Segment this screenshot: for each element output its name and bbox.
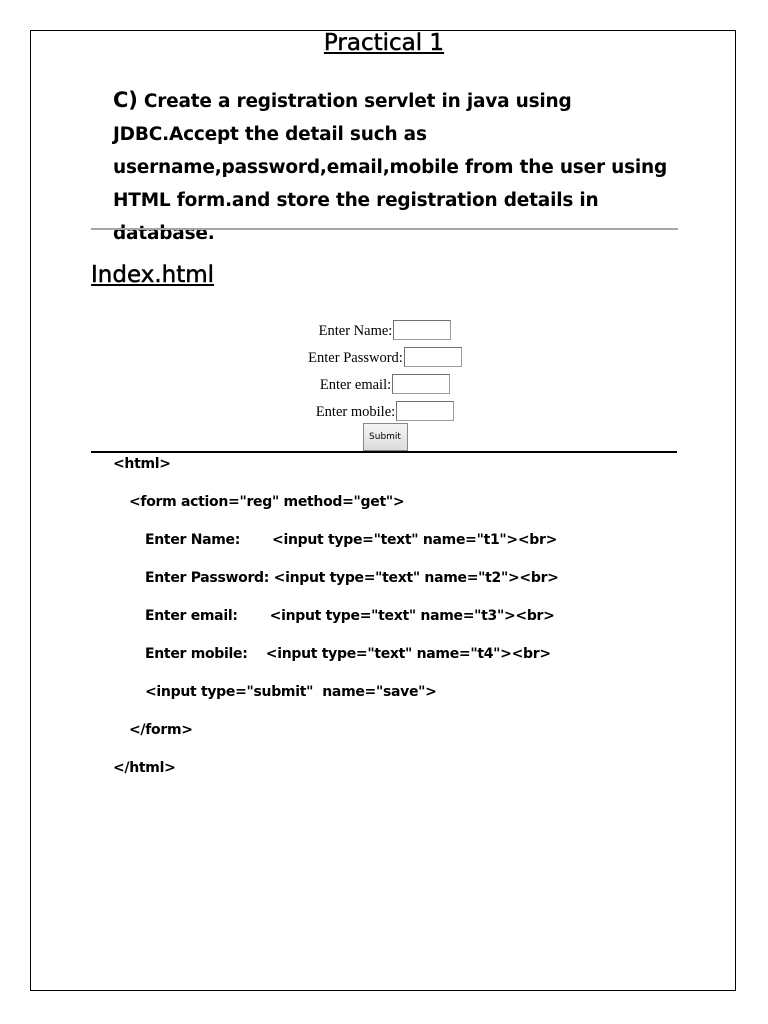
code-line: Enter email: <input type="text" name="t3"><br> xyxy=(145,608,555,624)
section-divider xyxy=(91,228,678,230)
mobile-input[interactable] xyxy=(396,401,454,421)
form-preview xyxy=(200,313,570,451)
password-label: Enter Password: xyxy=(308,350,403,366)
code-line: <input type="submit" name="save"> xyxy=(145,684,437,700)
code-line: Enter mobile: <input type="text" name="t4"><br> xyxy=(145,646,551,662)
submit-row xyxy=(200,423,570,451)
name-label: Enter Name: xyxy=(318,323,393,339)
submit-button[interactable]: Submit xyxy=(363,423,408,451)
form-row-password xyxy=(200,340,570,367)
code-divider xyxy=(91,451,677,453)
code-line: </form> xyxy=(129,722,193,738)
section-heading: Index.html xyxy=(91,262,215,288)
code-line: Enter Name: <input type="text" name="t1"><br> xyxy=(145,532,558,548)
name-input[interactable] xyxy=(393,320,451,340)
email-label: Enter email: xyxy=(319,377,392,393)
question-letter: C) xyxy=(113,88,138,112)
page-title: Practical 1 xyxy=(323,30,445,56)
question-body: Create a registration servlet in java using JDBC.Accept the detail such as username,password,email,mobile from the user using HTML form.and store the registration details in database. xyxy=(113,91,668,244)
code-line: <html> xyxy=(113,456,171,472)
email-input[interactable] xyxy=(392,374,450,394)
code-line: </html> xyxy=(113,760,176,776)
question-text xyxy=(113,84,693,250)
password-input[interactable] xyxy=(404,347,462,367)
code-line: <form action="reg" method="get"> xyxy=(129,494,405,510)
form-row-mobile xyxy=(200,394,570,421)
form-row-name xyxy=(200,313,570,340)
code-line: Enter Password: <input type="text" name="t2"><br> xyxy=(145,570,559,586)
mobile-label: Enter mobile: xyxy=(315,404,396,420)
form-row-email xyxy=(200,367,570,394)
